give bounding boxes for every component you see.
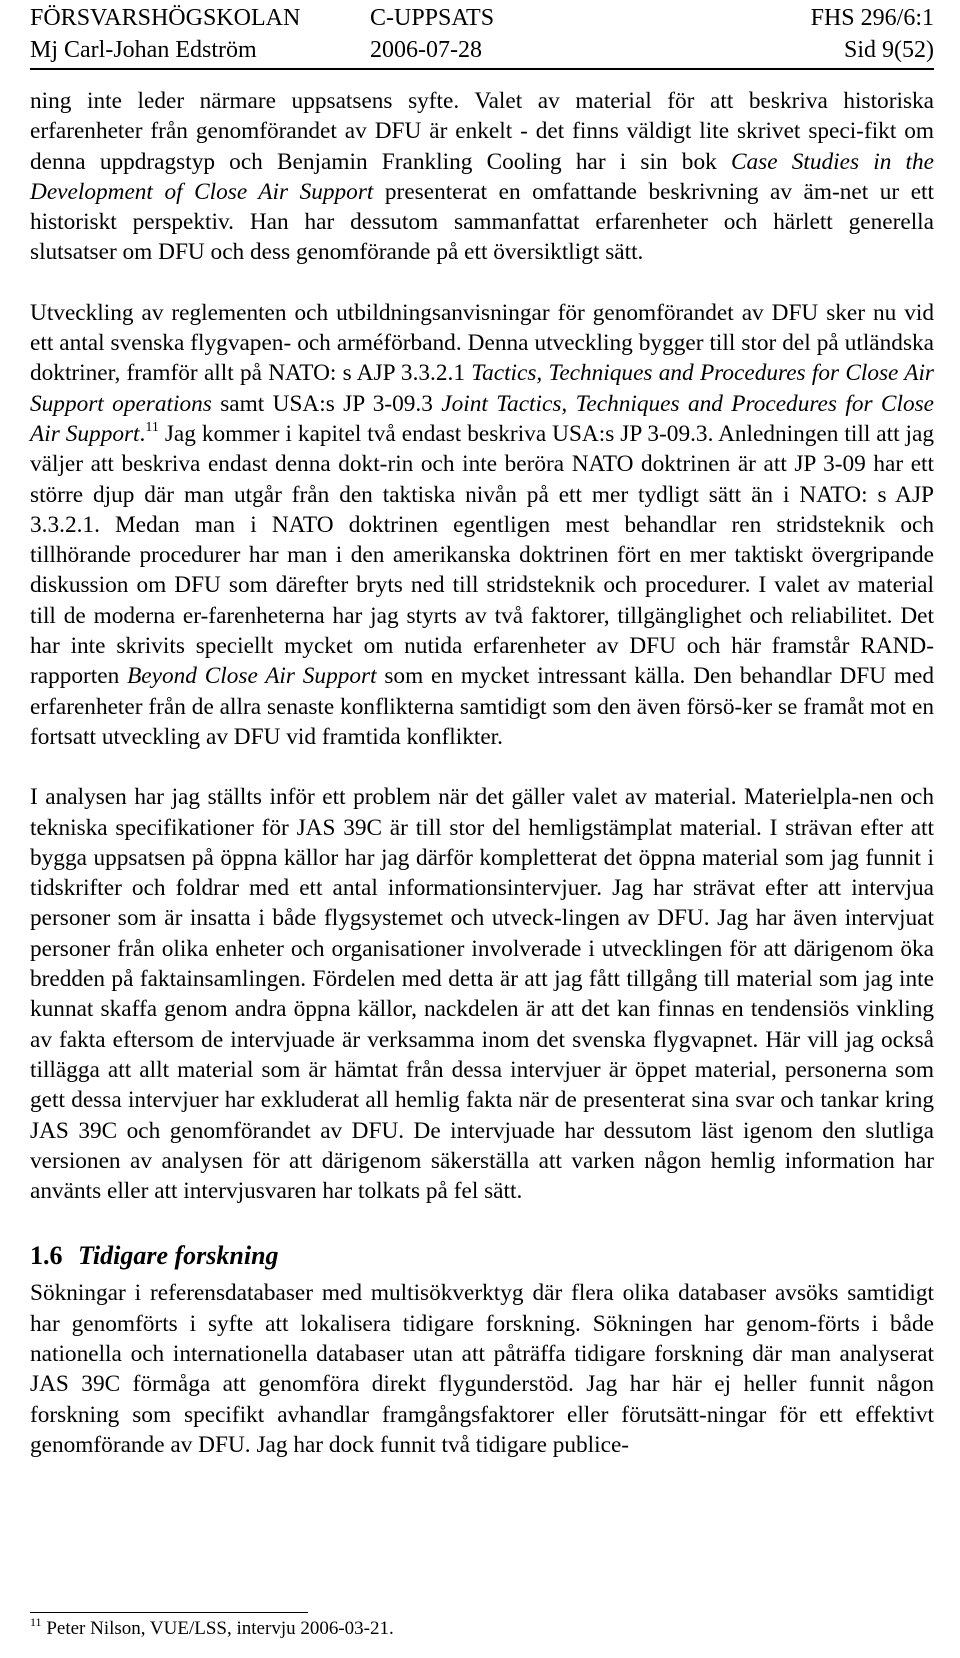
header-row-2: [30, 34, 934, 66]
footnote: [30, 1617, 934, 1641]
paragraph-3: I analysen har jag ställts inför ett problem när det gäller valet av material. Materielpla-nen och tekniska specifikationer för JAS 39C är till stor del hemligstämplat material. I strävan efter att bygga uppsatsen på öppna källor har jag därför kompletterat det öppna material som jag funnit i tidskrifter och foldrar med ett antal informationsintervjuer. Jag har strävat efter att intervjua personer som är insatta i både flygsystemet och utveck-lingen av DFU. Jag har även intervjuat personer från olika enheter och organisationer involverade i utvecklingen för att därigenom öka bredden på faktainsamlingen. Fördelen med detta är att jag fått tillgång till material som jag inte kunnat skaffa genom andra öppna källor, nackdelen är att det kan finnas en tendensiös vinkling av fakta eftersom de intervjuade är verksamma inom det svenska flygvapnet. Här vill jag också tillägga att allt material som är hämtat från dessa intervjuer är öppet material, personerna som gett dessa intervjuer har exkluderat all hemlig fakta när de presenterat sina svar och tankar kring JAS 39C och genomförandet av DFU. De intervjuade har dessutom läst igenom den slutliga versionen av analysen för att därigenom säkerställa att varken någon hemlig information har använts eller att intervjusvaren har tolkats på fel sätt.: [30, 784, 934, 1205]
paragraph-1-text-b: presenterat en omfattande beskrivning av äm-net ur ett historiskt perspektiv. Han har dessutom sammanfattat erfarenheter och härlett generella slutsatser om DFU och dess genomförande på ett översiktligt sätt.: [30, 178, 935, 266]
footnote-reference[interactable]: 11: [145, 419, 159, 435]
section-number: 1.6: [30, 1241, 63, 1271]
paragraph-2-text-d: Jag kommer i kapitel två endast beskriva USA:s JP 3-09.3. Anledningen till att jag väljer att beskriva endast denna dokt-rin och inte beröra NATO doktrinen är att JP 3-09 har ett större djup där man utgår från den taktiska nivån på ett mer tydligt sätt än i NATO: s AJP 3.3.2.1. Medan man i NATO doktrinen egentligen mest behandlar ren stridsteknik och tillhörande procedurer har man i den amerikanska doktrinen fört en mer taktiskt övergripande diskussion om DFU som därefter bryts ned till stridsteknik och procedurer. I valet av material till de moderna er-farenheterna har jag styrts av två faktorer, tillgänglighet och reliabilitet. Det har inte skrivits speciellt mycket om nutida erfarenheter av DFU och här framstår RAND-rapporten: [30, 420, 934, 690]
document-type: C-UPPSATS: [370, 5, 495, 31]
paragraph-4: Sökningar i referensdatabaser med multisökverktyg där flera olika databaser avsöks samtidigt har genomförts i syfte att lokalisera tidigare forskning. Sökningen har genom-förts i både nationella och internationella databaser utan att påträffa tidigare forskning där man analyserat JAS 39C förmåga att genomföra direkt flygunderstöd. Jag har här ej heller funnit någon forskning som specifikt avhandlar framgångsfaktorer eller förutsätt-ningar för ett effektivt genomförande av DFU. Jag har dock funnit två tidigare publice-: [30, 1280, 934, 1458]
section-title: Tidigare forskning: [78, 1241, 279, 1271]
document-date: 2006-07-28: [370, 37, 482, 63]
author-name: Mj Carl-Johan Edström: [30, 37, 257, 63]
paragraph-2: [30, 298, 934, 752]
footnote-divider: [30, 1612, 308, 1613]
footnote-text: Peter Nilson, VUE/LSS, intervju 2006-03-21.: [41, 1618, 394, 1639]
paragraph-2-text-a: Utveckling av reglementen och utbildningsanvisningar för genomförandet av DFU sker nu vid ett antal svenska flygvapen- och arméförband. Denna utveckling bygger till stor del på utländska doktriner, framför allt på NATO: s AJP 3.3.2.1: [30, 299, 934, 387]
book-title-case-studies: Case Studies in the Development of Close Air Support: [30, 148, 934, 205]
footnote-number: 11: [30, 1615, 42, 1629]
document-id: FHS 296/6:1: [810, 5, 934, 31]
doctrine-title-jp: Joint Tactics, Techniques and Procedures for Close Air Support: [30, 390, 934, 447]
paragraph-2-text-c: .: [139, 420, 146, 447]
footnote-area: [30, 1612, 934, 1641]
paragraph-1: [30, 86, 934, 268]
doctrine-title-ajp: Tactics, Techniques and Procedures for Close Air Support operations: [30, 360, 934, 417]
paragraph-2-text-e: som en mycket intressant källa. Den behandlar DFU med erfarenheter från de allra senaste konflikterna samtidigt som den även försö-ker se framåt mot en fortsatt utveckling av DFU vid framtida konflikter.: [30, 663, 934, 750]
school-name: FÖRSVARSHÖGSKOLAN: [30, 5, 301, 31]
page-number: Sid 9(52): [844, 37, 934, 63]
header-divider: [30, 68, 934, 70]
paragraph-2-text-b: samt USA:s JP 3-09.3: [211, 390, 442, 417]
header-row-1: [30, 2, 934, 34]
document-body: [30, 86, 934, 1460]
section-heading: [30, 1240, 934, 1272]
paragraph-1-text-a: ning inte leder närmare uppsatsens syfte. Valet av material för att beskriva historiska erfarenheter från genomförandet av DFU är enkelt - det finns väldigt lite skrivet speci-fikt om denna uppdragstyp och Benjamin Frankling Cooling har i sin bok: [30, 88, 934, 175]
page-header: [30, 0, 934, 70]
report-title-beyond-cas: Beyond Close Air Support: [127, 663, 377, 690]
